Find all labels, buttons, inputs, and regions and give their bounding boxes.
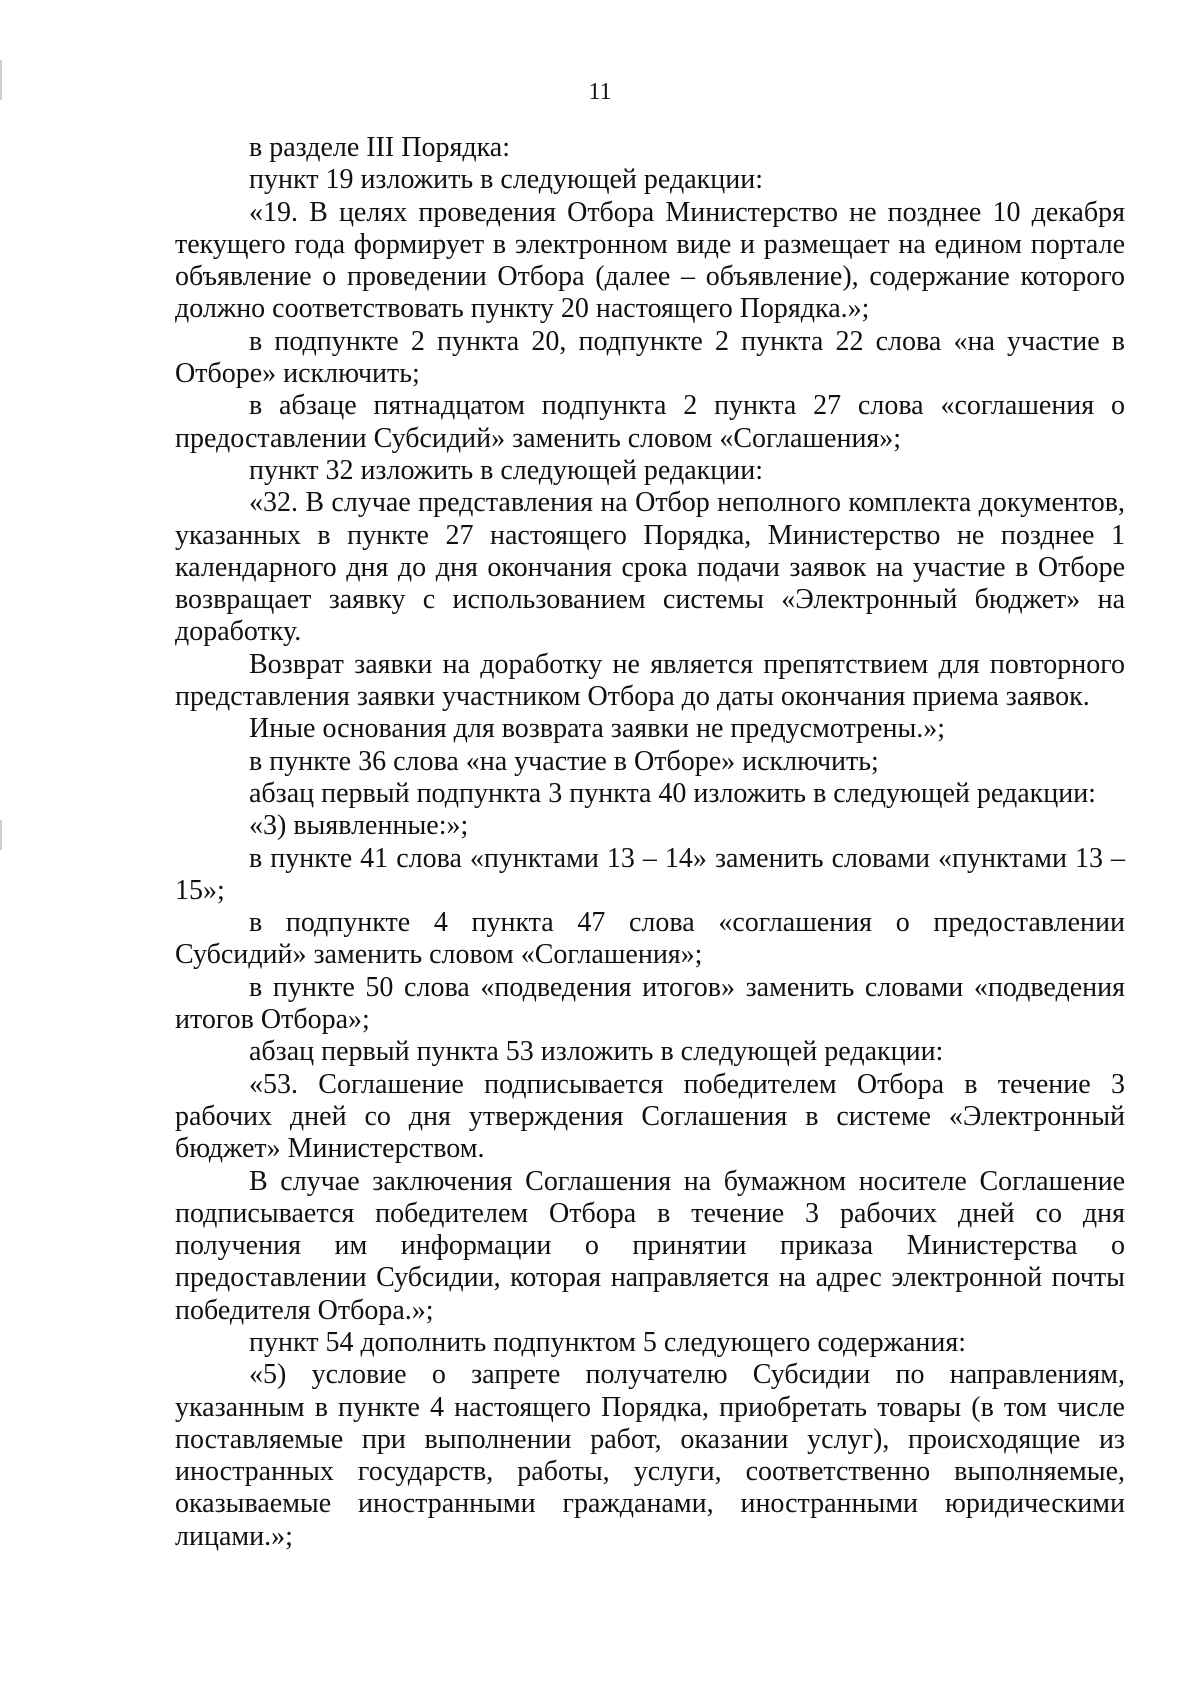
paragraph: в пункте 41 слова «пунктами 13 – 14» заменить словами «пунктами 13 – 15»; [175,842,1125,906]
page-number: 11 [588,79,612,105]
paragraph: абзац первый подпункта 3 пункта 40 изложить в следующей редакции: [249,777,1096,809]
quoted-paragraph: Иные основания для возврата заявки не предусмотрены.»; [249,713,946,745]
paragraph: в подпункте 4 пункта 47 слова «соглашения о предоставлении Субсидий» заменить словом «Соглашения»; [175,907,1125,971]
paragraph: пункт 54 дополнить подпунктом 5 следующего содержания: [249,1326,967,1358]
quoted-paragraph: «19. В целях проведения Отбора Министерство не позднее 10 декабря текущего года формирует в электронном виде и размещает на едином портале объявление о проведении Отбора (далее – объявление), содержание которого должно соответствовать пункту 20 настоящего Порядка.»; [175,196,1125,325]
quoted-paragraph: «53. Соглашение подписывается победителем Отбора в течение 3 рабочих дней со дня утверждения Соглашения в системе «Электронный бюджет» Министерством. [175,1068,1125,1165]
paragraph: абзац первый пункта 53 изложить в следующей редакции: [249,1036,944,1068]
quoted-paragraph: «32. В случае представления на Отбор неполного комплекта документов, указанных в пункте 27 настоящего Порядка, Министерство не позднее 1 календарного дня до дня окончания срока подачи заявок на участие в Отборе возвращает заявку с использованием системы «Электронный бюджет» на доработку. [175,487,1125,648]
paragraph: в подпункте 2 пункта 20, подпункте 2 пункта 22 слова «на участие в Отборе» исключить; [175,325,1125,390]
quoted-paragraph: «5) условие о запрете получателю Субсидии по направлениям, указанным в пункте 4 настоящего Порядка, приобретать товары (в том числе поставляемые при выполнении работ, оказании услуг), происходящие из иностранных государств, работы, услуги, соответственно выполняемые, оказываемые иностранными гражданами, иностранными юридическими лицами.»; [175,1359,1125,1552]
quoted-paragraph: Возврат заявки на доработку не является препятствием для повторного представления заявки участником Отбора до даты окончания приема заявок. [175,648,1125,713]
quoted-paragraph: В случае заключения Соглашения на бумажном носителе Соглашение подписывается победителем Отбора в течение 3 рабочих дней со дня получения им информации о принятии приказа Министерства о предоставлении Субсидии, которая направляется на адрес электронной почты победителя Отбора.»; [175,1165,1125,1326]
paragraph: в абзаце пятнадцатом подпункта 2 пункта 27 слова «соглашения о предоставлении Субсидий» заменить словом «Соглашения»; [175,390,1125,454]
paragraph: пункт 19 изложить в следующей редакции: [249,164,763,196]
paragraph: в пункте 50 слова «подведения итогов» заменить словами «подведения итогов Отбора»; [175,971,1125,1036]
document-body [175,132,1125,1553]
paragraph: в разделе III Порядка: [249,132,510,163]
quoted-paragraph: «3) выявленные:»; [249,810,469,842]
scan-edge-mark [0,820,2,850]
paragraph: пункт 32 изложить в следующей редакции: [249,454,763,486]
paragraph: в пункте 36 слова «на участие в Отборе» исключить; [249,745,879,777]
